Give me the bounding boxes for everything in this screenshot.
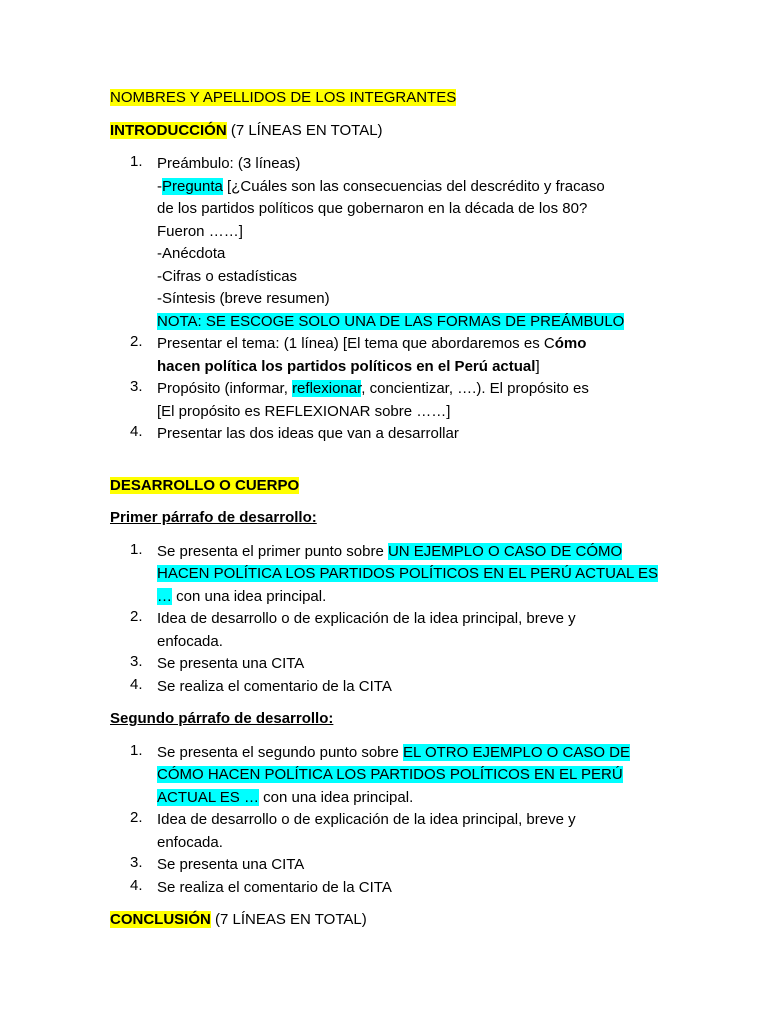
text-segment: Se presenta una CITA xyxy=(157,856,305,873)
list-item-line xyxy=(157,356,650,379)
list-item-line xyxy=(157,653,650,676)
highlighted-text: ACTUAL ES … xyxy=(157,788,259,806)
first-paragraph-title xyxy=(110,507,650,530)
intro-list xyxy=(110,153,650,446)
body-heading-text: DESARROLLO O CUERPO xyxy=(110,476,300,494)
intro-heading-note: (7 LÍNEAS EN TOTAL) xyxy=(226,121,383,139)
second-paragraph-list xyxy=(110,742,650,900)
list-item-number: 4. xyxy=(130,675,143,693)
list-item-line xyxy=(157,676,650,699)
bold-text: ómo xyxy=(554,335,587,352)
list-item-line xyxy=(157,764,650,787)
second-paragraph-title-text: Segundo párrafo de desarrollo: xyxy=(110,710,334,727)
list-item-line xyxy=(157,423,650,446)
list-item xyxy=(110,333,650,378)
text-segment: Se realiza el comentario de la CITA xyxy=(157,878,392,896)
highlighted-text: EL OTRO EJEMPLO O CASO DE xyxy=(403,743,631,761)
list-item xyxy=(110,809,650,854)
list-item-line xyxy=(157,153,650,176)
text-segment: de los partidos políticos que gobernaron en la década de los 80? xyxy=(157,200,588,217)
list-item-number: 4. xyxy=(130,423,143,440)
first-paragraph-title-text: Primer párrafo de desarrollo: xyxy=(110,509,317,526)
highlighted-text: HACEN POLÍTICA LOS PARTIDOS POLÍTICOS EN EL PERÚ ACTUAL ES xyxy=(157,565,658,582)
list-item-line xyxy=(157,333,650,356)
list-item-number: 3. xyxy=(130,854,143,871)
intro-heading xyxy=(110,120,650,143)
list-item-number: 2. xyxy=(130,809,143,826)
text-segment: Se presenta una CITA xyxy=(157,655,305,672)
list-item-line xyxy=(157,586,650,609)
bold-text: hacen política los partidos políticos en el Perú actual xyxy=(157,357,536,375)
document-page xyxy=(110,87,658,932)
text-segment: Propósito (informar, xyxy=(157,380,293,397)
text-segment: [¿Cuáles son las consecuencias del descrédito y fracaso xyxy=(222,177,605,195)
list-item-line xyxy=(157,378,650,401)
text-segment: -Síntesis (breve resumen) xyxy=(157,290,330,307)
list-item-line xyxy=(157,742,650,765)
list-item-line xyxy=(157,221,650,244)
text-segment: con una idea principal. xyxy=(172,587,327,605)
text-segment: enfocada. xyxy=(157,632,223,650)
text-segment: Presentar las dos ideas que van a desarrollar xyxy=(157,425,459,442)
list-item xyxy=(110,676,650,699)
list-item-line xyxy=(157,176,650,199)
body-heading xyxy=(110,475,650,498)
text-segment: enfocada. xyxy=(157,833,223,851)
text-segment: Preámbulo: (3 líneas) xyxy=(157,155,301,172)
highlighted-text: … xyxy=(157,587,172,605)
list-item xyxy=(110,608,650,653)
list-item-line xyxy=(157,787,650,810)
text-segment: Idea de desarrollo o de explicación de la idea principal, breve y xyxy=(157,811,576,828)
list-item-number: 1. xyxy=(130,741,143,759)
list-item xyxy=(110,540,658,609)
text-segment: -Cifras o estadísticas xyxy=(157,267,298,285)
first-paragraph-list xyxy=(110,540,658,699)
text-segment: Se realiza el comentario de la CITA xyxy=(157,677,392,695)
list-item-line xyxy=(157,288,650,311)
conclusion-heading xyxy=(110,909,650,932)
second-paragraph-title xyxy=(110,708,650,731)
list-item xyxy=(110,854,650,877)
list-item-line xyxy=(157,854,650,877)
text-segment: Presentar el tema: (1 línea) [El tema que abordaremos es C xyxy=(157,335,555,352)
list-item-number: 4. xyxy=(130,876,143,894)
highlighted-text: Pregunta xyxy=(162,177,223,195)
list-item xyxy=(110,653,650,676)
text-segment: Se presenta el segundo punto sobre xyxy=(157,743,404,761)
intro-heading-text: INTRODUCCIÓN xyxy=(110,121,227,139)
list-item xyxy=(110,877,650,900)
highlighted-text: CÓMO HACEN POLÍTICA LOS PARTIDOS POLÍTICOS EN EL PERÚ xyxy=(157,766,623,783)
text-segment: , concientizar, ….). El propósito es xyxy=(361,380,589,397)
list-item-line xyxy=(157,877,650,900)
list-item-number: 1. xyxy=(130,540,143,558)
names-heading xyxy=(110,87,650,110)
text-segment: ] xyxy=(535,357,540,375)
text-segment: Se presenta el primer punto sobre xyxy=(157,542,388,560)
text-segment: Idea de desarrollo o de explicación de la idea principal, breve y xyxy=(157,610,576,627)
list-item-line xyxy=(157,401,650,424)
list-item xyxy=(110,153,650,333)
conclusion-heading-text: CONCLUSIÓN xyxy=(110,911,211,928)
text-segment: Fueron ……] xyxy=(157,222,243,240)
list-item-line xyxy=(157,243,650,266)
list-item-line xyxy=(157,608,650,631)
highlighted-text: NOTA: SE ESCOGE SOLO UNA DE LAS FORMAS DE PREÁMBULO xyxy=(157,312,625,330)
list-item-line xyxy=(157,198,650,221)
list-item-line xyxy=(157,541,650,564)
highlighted-text: reflexionar xyxy=(292,380,362,397)
text-segment: [El propósito es REFLEXIONAR sobre ……] xyxy=(157,402,451,420)
names-heading-text: NOMBRES Y APELLIDOS DE LOS INTEGRANTES xyxy=(110,89,457,106)
conclusion-heading-note: (7 LÍNEAS EN TOTAL) xyxy=(210,911,367,928)
list-item-number: 3. xyxy=(130,653,143,670)
list-item-number: 2. xyxy=(130,333,143,350)
list-item xyxy=(110,378,650,423)
list-item-line xyxy=(157,809,650,832)
list-item xyxy=(110,742,650,810)
text-segment: con una idea principal. xyxy=(258,788,414,806)
highlighted-text: UN EJEMPLO O CASO DE CÓMO xyxy=(387,542,623,560)
list-item-line xyxy=(157,832,650,855)
list-item-number: 2. xyxy=(130,608,143,625)
text-segment: -Anécdota xyxy=(157,245,226,262)
list-item xyxy=(110,423,650,446)
list-item-number: 1. xyxy=(130,153,143,170)
list-item-line xyxy=(157,266,650,289)
list-item-number: 3. xyxy=(130,378,143,395)
text-segment: - xyxy=(157,177,162,195)
list-item-line xyxy=(157,311,650,334)
list-item-line xyxy=(157,631,650,654)
list-item-line xyxy=(157,563,658,586)
